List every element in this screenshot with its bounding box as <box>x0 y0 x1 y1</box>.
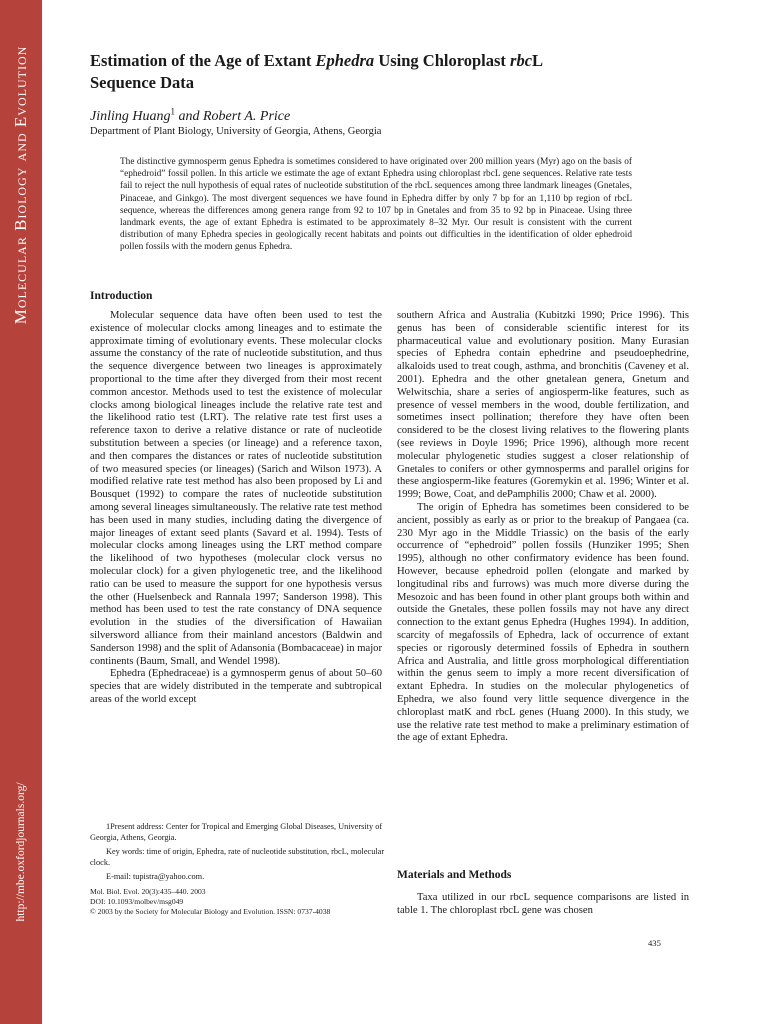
intro-paragraph-4: The origin of Ephedra has sometimes been considered to be ancient, possibly as early as or prior to the breakup of Pangaea (ca. 230 Myr ago in the Middle Triassic) on the basis of the early occurrence of “ephedroid” pollen fossils (Hunziker 1995; Shen 1995), although no other confirmatory evidence has been found. However, because ephedroid pollen (elongate and marked by longitudinal ribs and furrows) was much more diverse during the Mesozoic and has been found in other plant groups both within and outside the Gnetales, these pollen fossils may not have any direct connection to the extant genus Ephedra (Hughes 1994). In addition, scarcity of megafossils of Ephedra, lack of occurrence of extant species or rigorously determined fossils of Ephedra in southern Africa and Australia, and little gross morphological differentiation within the genus seem to imply a more recent diversification of extant Ephedra. In studies on the molecular phylogenetics of Ephedra, we also found very little sequence divergence in the chloroplast matK and rbcL genes (Huang 2000). In this study, we use the relative rate test method to make a preliminary estimation of the age of extant Ephedra. <box>397 501 689 744</box>
page-number: 435 <box>648 938 661 948</box>
title-part: Estimation of the Age of Extant <box>90 51 316 70</box>
journal-name: Molecular Biology and Evolution <box>11 45 30 325</box>
methods-column <box>397 892 689 918</box>
journal-url-link[interactable]: http://mbe.oxfordjournals.org/ <box>15 782 27 922</box>
intro-paragraph-3: southern Africa and Australia (Kubitzki 1990; Price 1996). This genus has been of considerable scientific interest for its pharmaceutical value and evolutionary position. Many Eurasian species of Ephedra contain ephedrine and pseudoephedrine, alkaloids used to treat cough, asthma, and bronchitis (Caveney et al. 2001). Ephedra and the other gnetalean genera, Gnetum and Welwitschia, share a series of angiosperm-like features, such as presence of vessel members in the wood, double fertilization, and sometimes insect pollination; therefore they have often been considered to be the closest living relatives to the flowering plants (see reviews in Doyle 1996; Price 1996), although more recent molecular phylogenetic studies suggest a closer relationship of Gnetales to conifers or other gymnosperms and parallel origins for these angiosperm-like features (Goremykin et al. 1996; Winter et al. 1999; Bowe, Coat, and dePamphilis 2000; Chaw et al. 2000). <box>397 310 689 501</box>
intro-paragraph-2: Ephedra (Ephedraceae) is a gymnosperm genus of about 50–60 species that are widely distributed in the temperate and subtropical areas of the world except <box>90 668 382 705</box>
title-part: Ephedra <box>315 51 375 70</box>
article-affiliation: Department of Plant Biology, University of Georgia, Athens, Georgia <box>90 126 382 137</box>
citation-block <box>90 887 390 917</box>
footnote-present-address: 1Present address: Center for Tropical and Emerging Global Diseases, University of Georgia, Athens, Georgia. <box>90 822 383 842</box>
citation-copyright: © 2003 by the Society for Molecular Biology and Evolution. ISSN: 0737-4038 <box>90 907 331 916</box>
author-names: Jinling Huang$^1$ and Robert A. Price <box>90 106 291 124</box>
title-part: rbc <box>510 51 533 70</box>
citation-doi: DOI: 10.1093/molbev/msg049 <box>90 897 184 906</box>
article-abstract: The distinctive gymnosperm genus Ephedra is sometimes considered to have originated over 200 million years (Myr) ago on the basis of “ephedroid” fossil pollen. In this article we estimate the age of extant Ephedra using chloroplast rbcL gene sequences. Relative rate tests fail to reject the null hypothesis of equal rates of nucleotide substitution of the rbcL sequences among three landmark lineages (Gnetales, Pinaceae, and Ginkgo). The most divergent sequences we have found in Ephedra differ by only 7 bp for an 1,110 bp region of rbcL sequence, whereas the differences among genera range from 92 to 107 bp in Gnetales and from 35 to 92 bp in Pinaceae. Using three landmark events, the age of extant Ephedra is estimated to be approximately 8–32 Myr. Our result is consistent with the current distribution of many Ephedra species in geologically recent habitats and points out difficulties in the identification of older ephedroid pollen fossils with the modern genus Ephedra. <box>120 157 632 253</box>
footnotes <box>90 821 386 882</box>
intro-paragraph-1: Molecular sequence data have often been used to test the existence of molecular clocks among lineages and to estimate the approximate timing of evolutionary events. These molecular clocks assume the constancy of the rate of nucleotide substitution, and thus the sequence divergence between two lineages is approximately proportional to the time after they diverged from their most recent common ancestor. Methods used to test the existence of molecular clocks among biological lineages include the relative rate test and the likelihood ratio test (LRT). The relative rate test first uses a reference taxon to derive a relative distance or rate of nucleotide substitution between a species (or lineage) and a reference taxon, and then compares the distances or rates of nucleotide substitution of two measured species (or lineages) (Sarich and Wilson 1973). A modified relative rate test method has also been proposed by Li and Bousquet (1992) to compare the rates of nucleotide substitution among several lineages simultaneously. The relative rate test method has been used in many studies, including dating the divergence of major lineages of extant seed plants (Savard et al. 1994). Tests of molecular clocks among lineages using the LRT method compare the likelihood of two hypotheses (molecular clock versus no molecular clock) for a given phylogenetic tree, and the likelihood ratio can be used to measure the support for one hypothesis versus the other (Huelsenbeck and Rannala 1997; Sanderson 1998). This method has been used to test the rate constancy of DNA sequence evolution in the studies of the diversification of Hawaiian silversword alliance from their mainland ancestors (Baldwin and Sanderson 1998) and the split of Adansonia (Bombacaceae) in major continents (Baum, Small, and Wendel 1998). <box>90 310 382 667</box>
footnote-email: E-mail: tupistra@yahoo.com. <box>106 872 205 881</box>
intro-heading: Introduction <box>90 290 153 302</box>
article-title <box>90 50 650 94</box>
column-left <box>90 310 382 707</box>
footnote-keywords: Key words: time of origin, Ephedra, rate of nucleotide substitution, rbcL, molecular clock. <box>90 847 385 867</box>
journal-sidebar <box>0 0 42 1024</box>
article-authors <box>90 106 290 125</box>
citation-journal: Mol. Biol. Evol. 20(3):435–440. 2003 <box>90 887 206 896</box>
column-right <box>397 310 689 745</box>
methods-heading: Materials and Methods <box>397 869 512 881</box>
title-part: Using Chloroplast <box>374 51 511 70</box>
methods-paragraph-1: Taxa utilized in our rbcL sequence comparisons are listed in table 1. The chloroplast rbcL gene was chosen <box>397 892 689 916</box>
title-part: L Sequence Data <box>90 51 544 92</box>
